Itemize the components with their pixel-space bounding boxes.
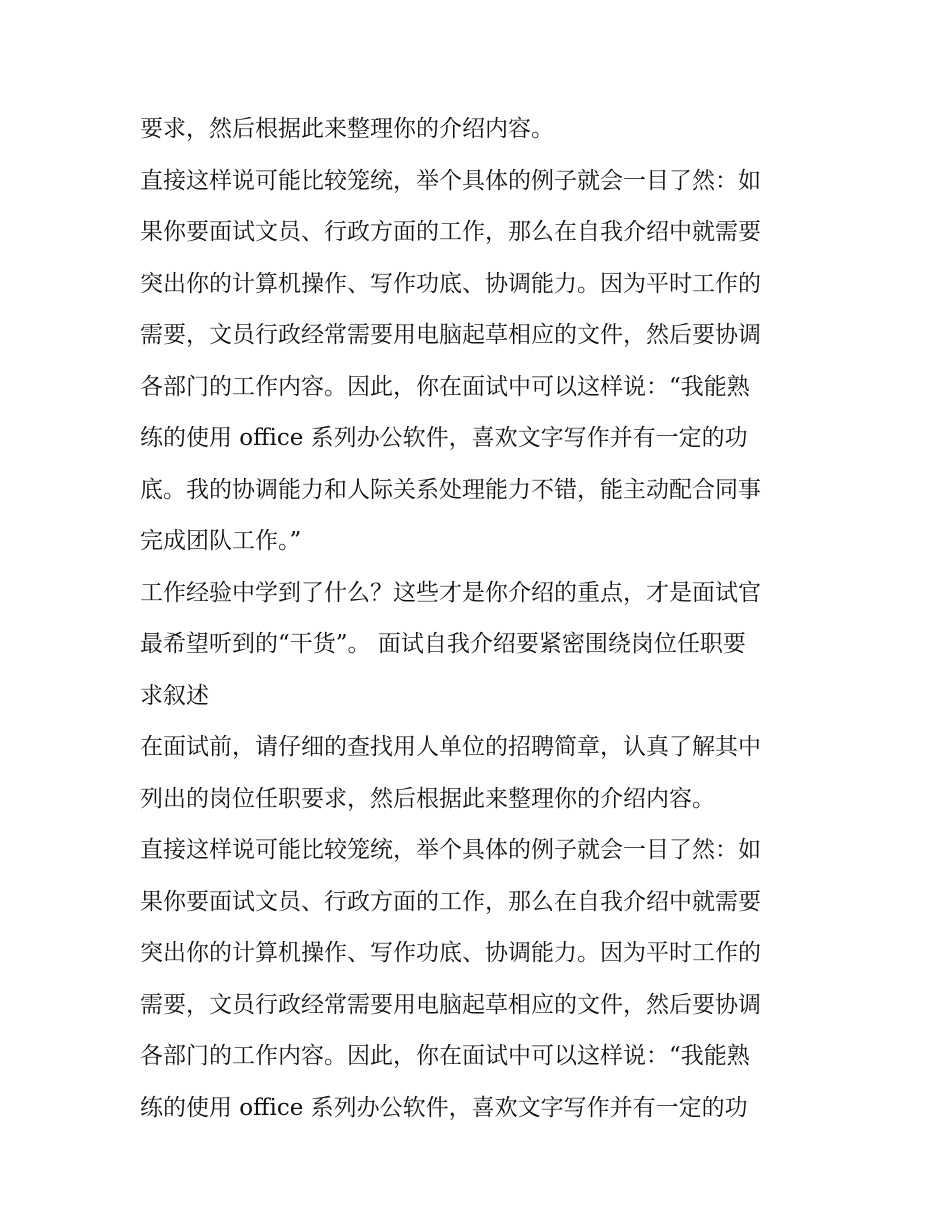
- text-line: 突出你的计算机操作、写作功底、协调能力。因为平时工作的: [140, 940, 761, 966]
- text-line: 直接这样说可能比较笼统，举个具体的例子就会一目了然：如: [140, 167, 761, 194]
- text-line: 突出你的计算机操作、写作功底、协调能力。因为平时工作的: [140, 270, 761, 297]
- text-line: 练的使用 office 系列办公软件，喜欢文字写作并有一定的功: [140, 425, 748, 451]
- text-line: 直接这样说可能比较笼统，举个具体的例子就会一目了然：如: [140, 837, 761, 863]
- text-line: 果你要面试文员、行政方面的工作，那么在自我介绍中就需要: [140, 219, 761, 245]
- text-line: 最希望听到的“干货”。 面试自我介绍要紧密围绕岗位任职要: [140, 631, 746, 657]
- text-line: 列出的岗位任职要求，然后根据此来整理你的介绍内容。: [140, 785, 715, 812]
- text-line: 各部门的工作内容。因此，你在面试中可以这样说：“我能熟: [140, 373, 750, 400]
- text-line: 各部门的工作内容。因此，你在面试中可以这样说：“我能熟: [140, 1043, 750, 1069]
- text-line: 需要，文员行政经常需要用电脑起草相应的文件，然后要协调: [140, 991, 761, 1018]
- text-line: 工作经验中学到了什么？这些才是你介绍的重点，才是面试官: [140, 579, 761, 606]
- text-line: 求叙述: [140, 682, 209, 709]
- text-line: 需要，文员行政经常需要用电脑起草相应的文件，然后要协调: [140, 322, 761, 348]
- text-line: 在面试前，请仔细的查找用人单位的招聘简章，认真了解其中: [140, 734, 761, 760]
- text-line: 练的使用 office 系列办公软件，喜欢文字写作并有一定的功: [140, 1094, 748, 1121]
- text-line: 果你要面试文员、行政方面的工作，那么在自我介绍中就需要: [140, 888, 761, 915]
- text-line: 完成团队工作。”: [140, 528, 302, 554]
- text-line: 底。我的协调能力和人际关系处理能力不错，能主动配合同事: [140, 476, 761, 503]
- document-body: [140, 104, 820, 1134]
- text-line: 要求，然后根据此来整理你的介绍内容。: [140, 116, 554, 142]
